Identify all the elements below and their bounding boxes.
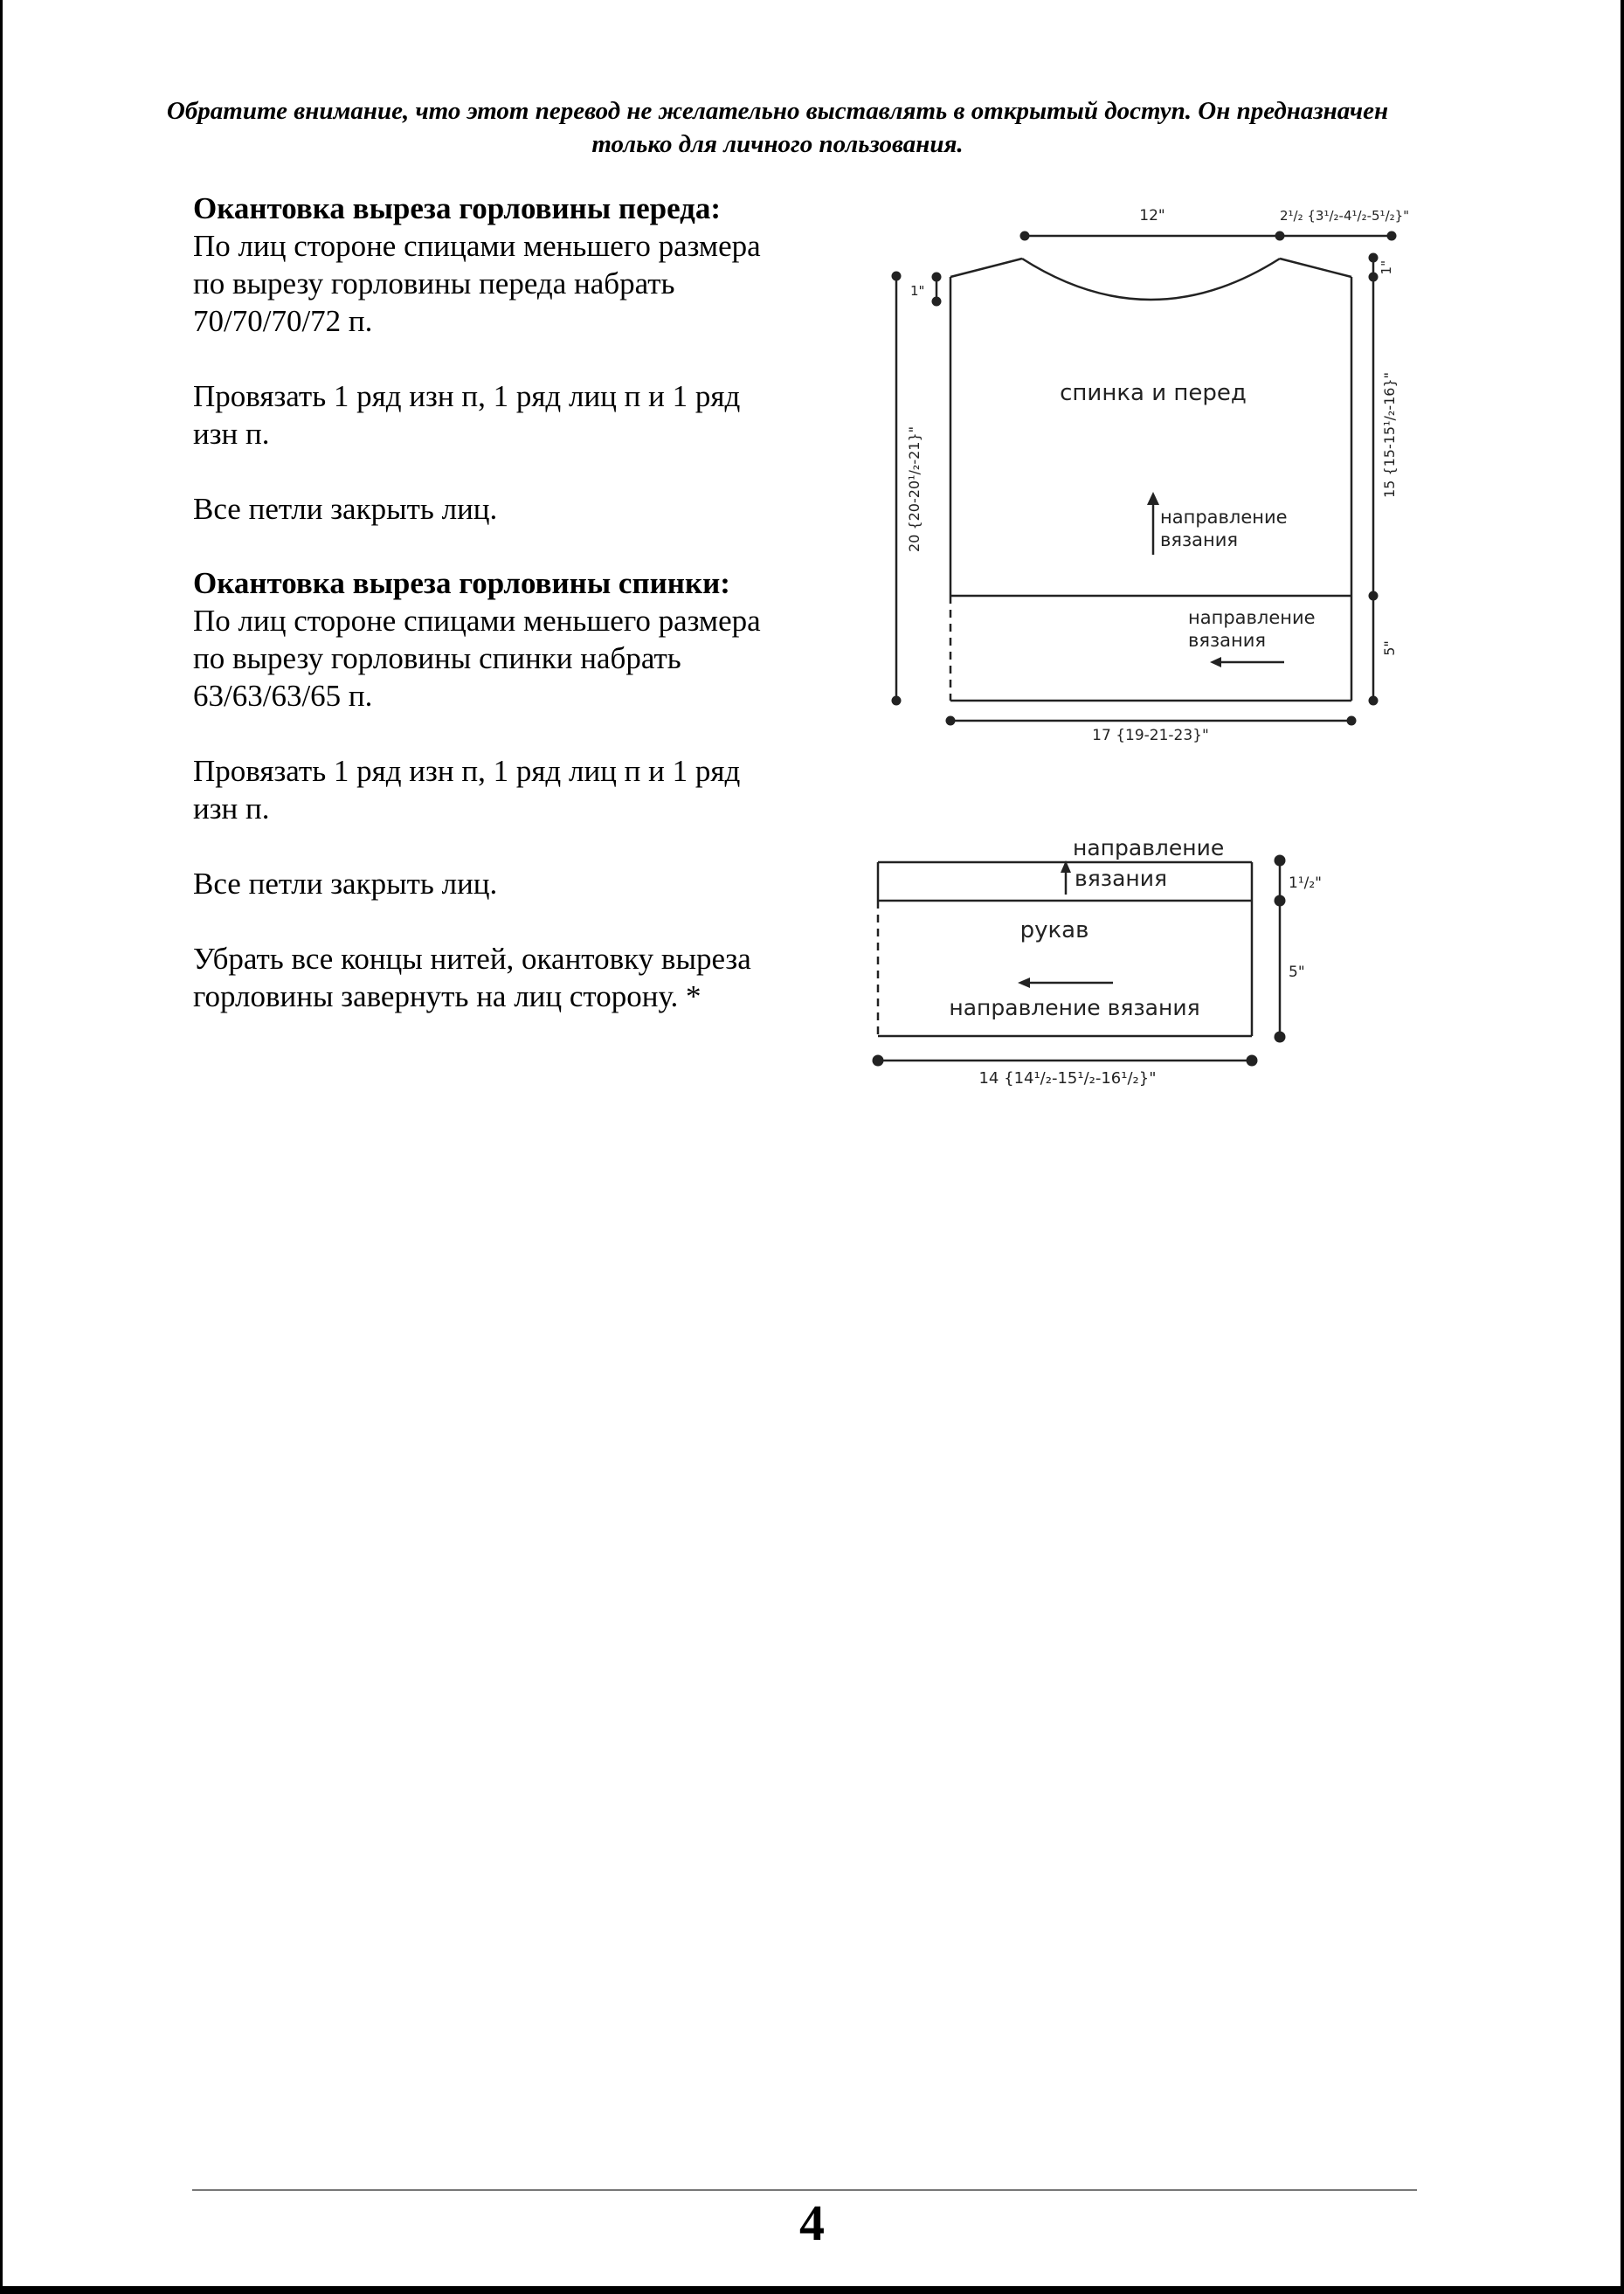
paragraph: Все петли закрыть лиц.: [193, 492, 498, 526]
body-length-label: 15 {15-15¹/₂-16}": [1381, 371, 1398, 499]
band-length-label: 5": [1381, 640, 1398, 656]
schematic-diagrams: [839, 192, 1433, 1136]
sleeve-width-label: 14 {14¹/₂-15¹/₂-16¹/₂}": [978, 1069, 1157, 1088]
copyright-notice: Обратите внимание, что этот перевод не желательно выставлять в открытый доступ. Он предназначен только для личного пользования.: [166, 97, 1389, 158]
paragraph: Все петли закрыть лиц.: [193, 867, 498, 901]
sleeve-label: рукав: [1019, 917, 1089, 943]
sleeve-height-label: 5": [1289, 964, 1305, 981]
total-length-label: 20 {20-20¹/₂-21}": [906, 425, 923, 553]
sleeve-cuff-direction-label: вязания: [1075, 866, 1168, 891]
direction-label: вязания: [1188, 630, 1267, 651]
shoulder-drop-left-label: 1": [910, 283, 925, 299]
paragraph: По лиц стороне спицами меньшего размера по вырезу горловины переда набрать 70/70/70/72 п.: [193, 229, 761, 338]
instructions-column: [193, 190, 761, 1015]
section-heading-back-neckband: Окантовка выреза горловины спинки:: [193, 566, 730, 600]
shoulder-drop-right-label: 1": [1379, 260, 1394, 275]
section-heading-front-neckband: Окантовка выреза горловины переда:: [193, 191, 722, 225]
body-outline: [950, 259, 1351, 701]
sleeve-direction-label: направление вязания: [949, 995, 1200, 1020]
shoulder-width-label: 2¹/₂ {3¹/₂-4¹/₂-5¹/₂}": [1280, 208, 1410, 224]
body-label: спинка и перед: [1060, 380, 1247, 406]
page-number: 4: [799, 2194, 825, 2251]
paragraph: Убрать все концы нитей, окантовку выреза горловины завернуть на лиц сторону. *: [193, 942, 751, 1013]
sleeve-cuff-direction-label: направление: [1073, 835, 1225, 860]
direction-label: направление: [1160, 507, 1288, 528]
paragraph: По лиц стороне спицами меньшего размера по вырезу горловины спинки набрать 63/63/63/65 п.: [193, 604, 761, 713]
body-width-label: 17 {19-21-23}": [1092, 727, 1209, 744]
paragraph: Провязать 1 ряд изн п, 1 ряд лиц п и 1 ряд изн п.: [193, 379, 741, 451]
paragraph: Провязать 1 ряд изн п, 1 ряд лиц п и 1 ряд изн п.: [193, 754, 741, 826]
neck-width-label: 12": [1139, 207, 1165, 225]
direction-label: вязания: [1160, 529, 1239, 550]
cuff-height-label: 1¹/₂": [1289, 874, 1322, 892]
direction-label: направление: [1188, 607, 1316, 628]
